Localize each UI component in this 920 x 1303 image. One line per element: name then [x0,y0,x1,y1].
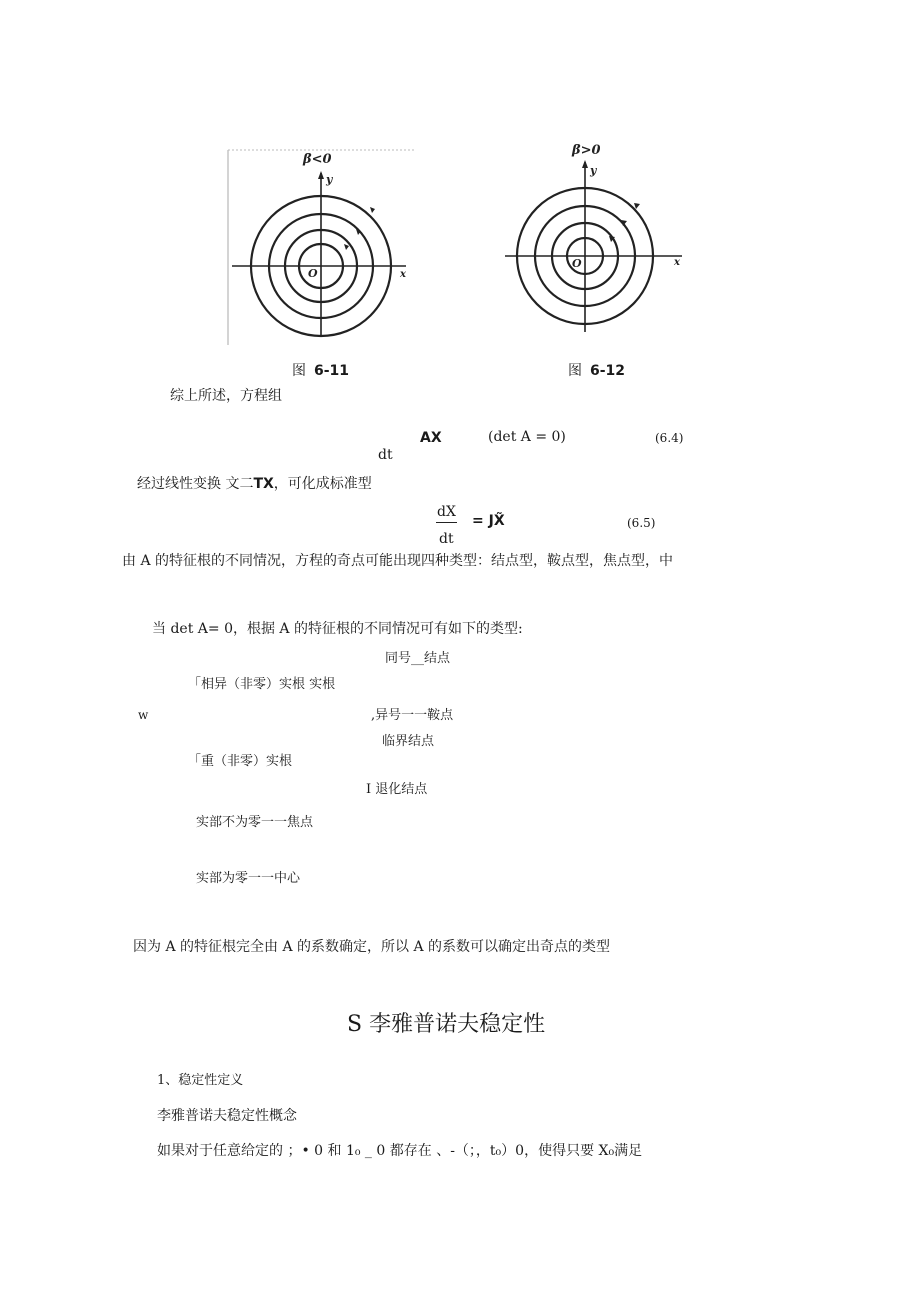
figure-6-11-label: β<0 [303,152,332,167]
figure-6-11-y-axis-label: y [326,173,333,186]
equation-6-4-number: (6.4) [655,431,684,445]
section-title: S 李雅普诺夫稳定性 [347,1012,546,1037]
repeated-real-roots: 「重（非零）实根 [188,754,293,769]
opposite-sign-saddle: ,异号一一鞍点 [371,708,454,723]
figure-6-12-caption-prefix: 图 [568,363,582,379]
summary-text: 综上所述，方程组 [170,388,282,404]
conclusion-paragraph: 因为 A 的特征根完全由 A 的系数确定，所以 A 的系数可以确定出奇点的类型 [133,939,611,955]
same-sign-node: 同号__结点 [385,651,451,666]
equation-6-5-number: (6.5) [627,516,656,530]
figure-6-11-caption-prefix: 图 [292,363,306,379]
figure-6-11-caption [292,360,349,380]
nonzero-real-part-focus: 实部不为零一一焦点 [196,815,314,830]
figure-6-12-y-axis-label: y [590,164,597,177]
transform-tx: TX [253,476,274,492]
singular-point-types-paragraph: 由 A 的特征根的不同情况，方程的奇点可能出现四种类型：结点型，鞍点型，焦点型，中 [122,553,674,569]
item-1-stability-definition: 1、稳定性定义 [157,1073,244,1088]
w-mark: w [138,708,149,722]
transform-text [137,475,372,493]
equation-6-4-denominator: dt [378,447,393,463]
equation-6-5-dx: dX [437,504,456,520]
figure-6-12-phase-portrait [500,140,695,340]
figure-6-12-label: β>0 [572,143,601,158]
figure-6-12-caption [568,360,625,380]
equation-6-5-rhs: = JX̃ [472,513,505,529]
equation-6-5-denominator: dt [439,531,454,547]
equation-6-5-fraction-bar [436,522,457,523]
transform-text-start: 经过线性变换 文二 [137,476,254,492]
figure-6-11-caption-number: 6-11 [314,363,350,379]
figure-6-12-x-axis-label: x [674,257,680,268]
degenerate-node: I 退化结点 [366,782,428,797]
lyapunov-stability-concept: 李雅普诺夫稳定性概念 [157,1108,297,1124]
critical-node: 临界结点 [382,734,435,749]
figure-6-12-origin-label: O [572,257,582,270]
figure-6-12-caption-number: 6-12 [590,363,626,379]
det-condition-paragraph: 当 det A= 0，根据 A 的特征根的不同情况可有如下的类型: [152,621,523,637]
equation-6-5-numerator [437,503,456,521]
figure-6-11-phase-portrait [226,145,416,350]
figure-6-11-x-axis-label: x [400,269,406,280]
distinct-real-roots: 「相异（非零）实根 实根 [188,677,336,692]
zero-real-part-center: 实部为零一一中心 [196,871,301,886]
figure-6-11-origin-label: O [308,267,318,280]
transform-text-end: ，可化成标准型 [273,476,372,492]
equation-6-4-rhs: AX [420,430,442,446]
equation-6-4-condition: (det A = 0) [488,429,566,445]
definition-paragraph: 如果对于任意给定的 ；• 0 和 1₀ _ 0 都存在 、-（；，t₀）0，使得只要 X₀满足 [157,1143,643,1159]
